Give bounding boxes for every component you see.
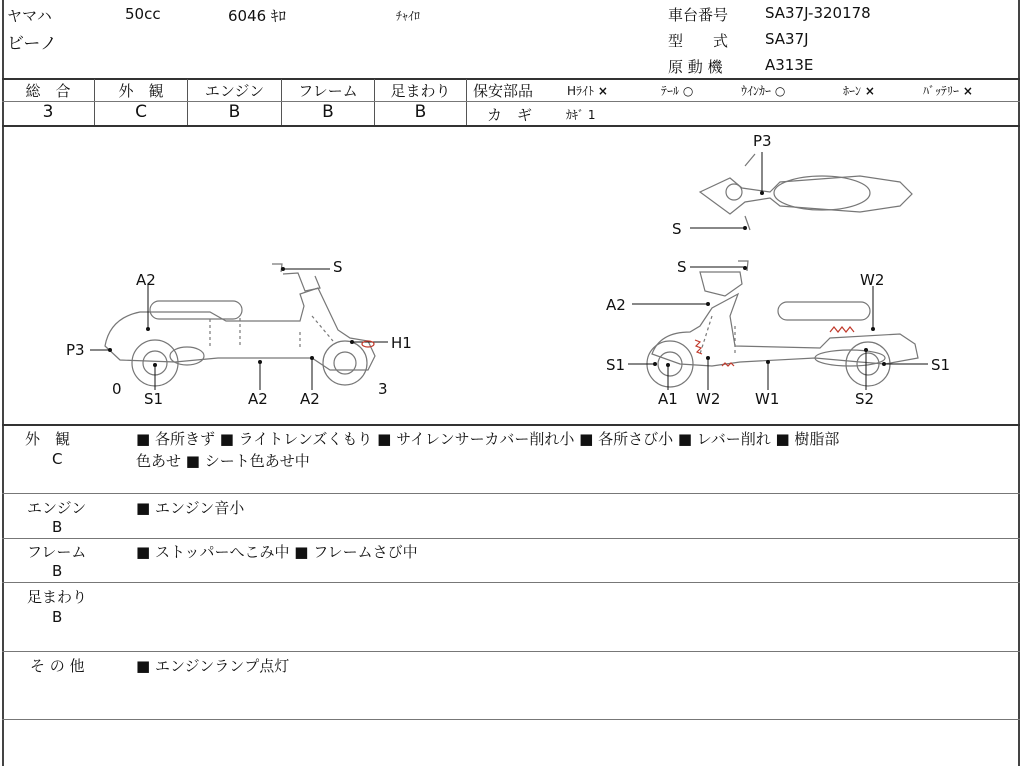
diagram-label: A2 [248, 390, 268, 408]
type-value: SA37J [765, 30, 809, 48]
model-name: ビーノ [7, 34, 57, 54]
diagram-label: P3 [66, 341, 85, 359]
mileage: 6046 ｷﾛ [228, 7, 286, 25]
remark-engine-label: エンジン [27, 499, 87, 517]
diagram-label: A2 [606, 296, 626, 314]
diagram-label: A1 [658, 390, 678, 408]
engine-label: 原 動 機 [668, 58, 723, 76]
grade-engine-label: エンジン [204, 82, 265, 100]
key-value: ｶｷﾞ 1 [566, 108, 596, 122]
remark-exterior-label: 外 観 [25, 430, 71, 448]
diagram-label: S [672, 220, 682, 238]
safety-item-battery: ﾊﾞｯﾃﾘｰ × [923, 84, 973, 98]
remark-frame-grade: B [52, 562, 63, 580]
divider [2, 582, 1020, 583]
frame-no: SA37J-320178 [765, 4, 871, 22]
diagram-label: P3 [753, 132, 772, 150]
safety-item-winker: ｳｲﾝｶｰ ○ [741, 84, 786, 98]
remark-engine-grade: B [52, 518, 63, 536]
diagram-label: A2 [300, 390, 320, 408]
diagram-label: A2 [136, 271, 156, 289]
grade-overall-label: 総 合 [25, 82, 71, 100]
grade-exterior-value: C [135, 102, 147, 122]
diagram-label: 3 [378, 380, 388, 398]
remark-other-line-1: ■ エンジンランプ点灯 [136, 657, 290, 675]
maker: ヤマハ [7, 7, 52, 25]
remark-suspension-label: 足まわり [27, 588, 88, 606]
damage-diagram [0, 126, 1024, 424]
diagram-label: W1 [755, 390, 780, 408]
frame-no-label: 車台番号 [668, 6, 729, 24]
remark-frame-line-1: ■ ストッパーへこみ中 ■ フレームさび中 [136, 543, 418, 561]
key-label: カ ギ [487, 106, 533, 124]
diagram-label: 0 [112, 380, 122, 398]
grade-engine-value: B [228, 102, 241, 122]
color: ﾁｬｲﾛ [396, 9, 421, 23]
remark-exterior-line-2: 色あせ ■ シート色あせ中 [136, 452, 310, 470]
safety-item-tail: ﾃｰﾙ ○ [661, 84, 694, 98]
diagram-label: S [677, 258, 687, 276]
remark-engine-line-1: ■ エンジン音小 [136, 499, 245, 517]
diagram-label: S1 [931, 356, 951, 374]
remark-exterior-line-1: ■ 各所きず ■ ライトレンズくもり ■ サイレンサーカバー削れ小 ■ 各所さび小 ■ レバー削れ ■ 樹脂部 [136, 430, 840, 448]
type-label: 型 式 [668, 32, 729, 50]
divider [466, 79, 467, 125]
remark-suspension-grade: B [52, 608, 63, 626]
grade-frame-label: フレーム [298, 82, 358, 100]
safety-item-headlight: Hﾗｲﾄ × [567, 84, 608, 98]
displacement: 50cc [125, 5, 161, 23]
diagram-label: W2 [696, 390, 721, 408]
diagram-label: H1 [391, 334, 412, 352]
diagram-label: S1 [144, 390, 164, 408]
diagram-label: S1 [606, 356, 626, 374]
divider [2, 538, 1020, 539]
diagram-label: S [333, 258, 343, 276]
divider [2, 651, 1020, 652]
grade-overall-value: 3 [42, 102, 54, 122]
diagram-label: S2 [855, 390, 875, 408]
grade-suspension-value: B [414, 102, 427, 122]
safety-item-horn: ﾎｰﾝ × [843, 84, 875, 98]
grade-exterior-label: 外 観 [118, 82, 164, 100]
engine-value: A313E [765, 56, 814, 74]
remark-other-label: そ の 他 [30, 657, 85, 675]
remark-exterior-grade: C [52, 450, 63, 468]
divider [2, 493, 1020, 494]
grade-frame-value: B [322, 102, 334, 122]
divider [2, 719, 1020, 720]
remark-frame-label: フレーム [27, 543, 87, 561]
grade-suspension-label: 足まわり [390, 82, 451, 100]
divider [2, 424, 1020, 426]
safety-title: 保安部品 [473, 82, 534, 100]
diagram-label: W2 [860, 271, 885, 289]
